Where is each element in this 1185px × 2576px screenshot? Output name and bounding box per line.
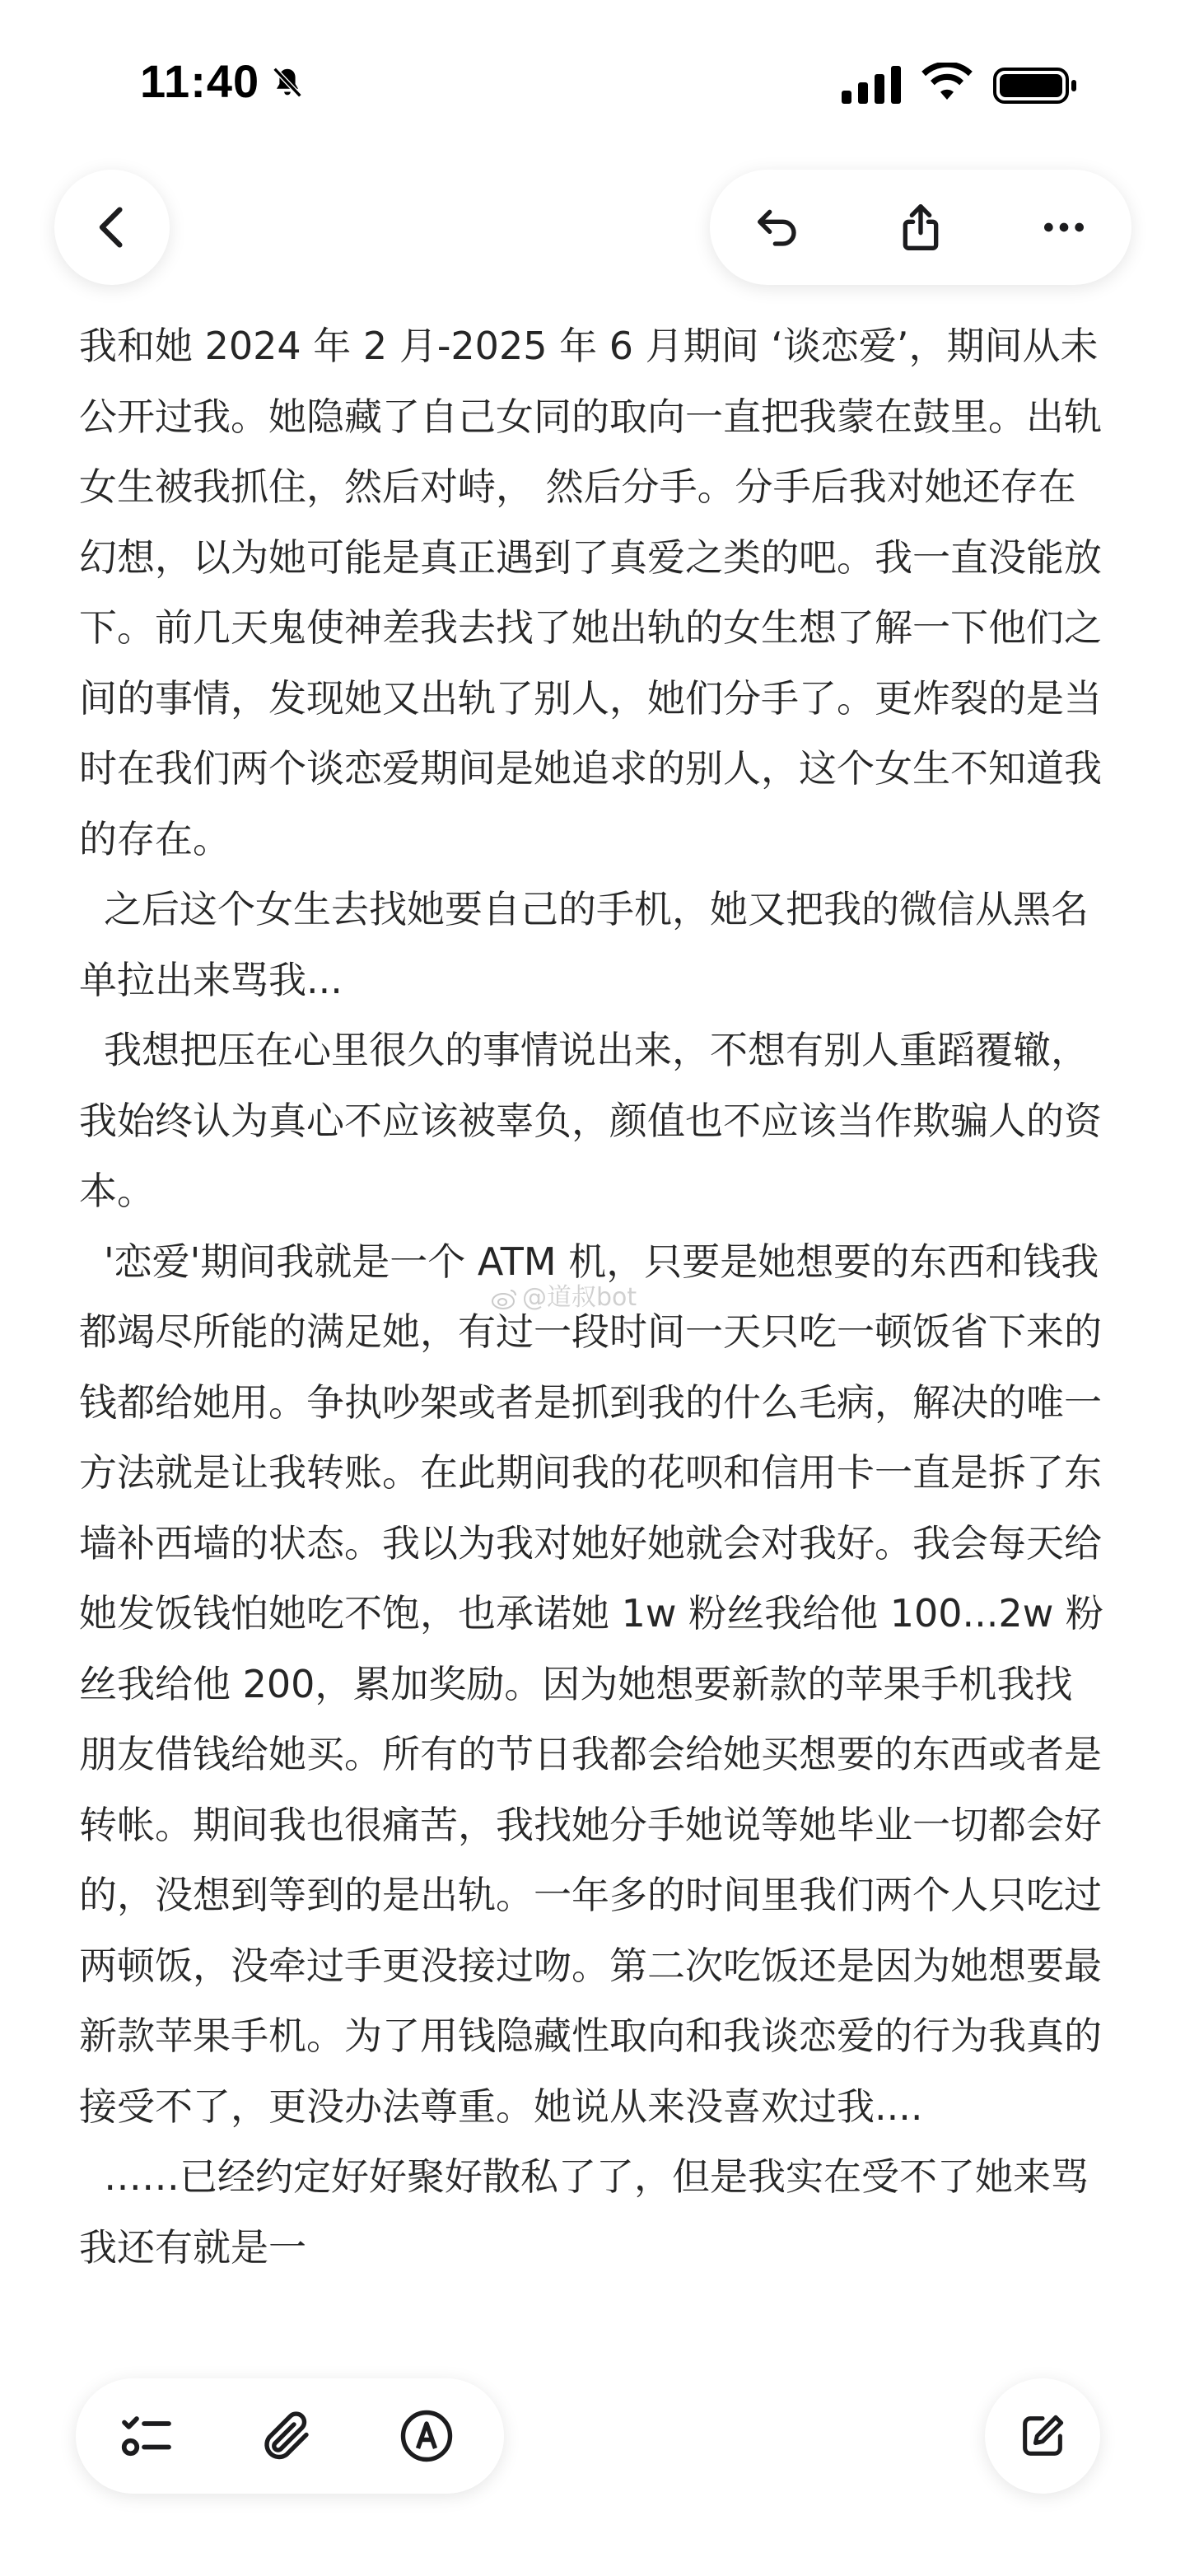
status-time: 11:40 [140,55,260,107]
compose-button[interactable] [985,2378,1100,2494]
markup-button[interactable] [369,2378,484,2494]
back-button[interactable] [54,170,170,285]
note-paragraph: 我想把压在心里很久的事情说出来，不想有别人重蹈覆辙，我始终认为真心不应该被辜负，颜值也不应该当作欺骗人的资本。 [79,1028,1102,1213]
watermark-text: @道叔bot [522,1283,637,1312]
undo-button[interactable] [720,170,835,285]
attachment-button[interactable] [229,2378,344,2494]
compose-icon [1016,2410,1069,2462]
checklist-icon [117,2406,176,2466]
more-button[interactable] [1006,170,1122,285]
paperclip-icon [257,2406,316,2466]
note-toolbar [710,170,1131,285]
chevron-left-icon [86,201,138,254]
share-icon [894,201,947,254]
note-paragraph: 之后这个女生去找她要自己的手机，她又把我的微信从黑名单拉出来骂我... [79,887,1089,1002]
markup-pen-icon [397,2406,456,2466]
share-button[interactable] [863,170,978,285]
bell-slash-icon [268,64,306,102]
undo-icon [751,201,804,254]
note-paragraph: '恋爱'期间我就是一个 ATM 机，只要是她想要的东西和钱我都竭尽所能的满足她，有过一段时间一天只吃一顿饭省下来的钱都给她用。争执吵架或者是抓到我的什么毛病，解决的唯一方法就是让我转账。在此期间我的花呗和信用卡一直是拆了东墙补西墙的状态。我以为我对她好她就会对我好。我会每天给她发饭钱怕她吃不饱，也承诺她 1w 粉丝我给他 100...2w 粉丝我给他 200，累加奖励。因为她想要新款的苹果手机我找朋友借钱给她买。所有的节日我都会给她买想要的东西或者是转帐。期间我也很痛苦，我找她分手她说等她毕业一切都会好的，没想到等到的是出轨。一年多的时间里我们两个人只吃过两顿饭，没牵过手更没接过吻。第二次吃饭还是因为她想要最新款苹果手机。为了用钱隐藏性取向和我谈恋爱的行为我真的接受不了，更没办法尊重。她说从来没喜欢过我.... [79,1239,1103,2129]
weibo-logo-icon [491,1287,519,1310]
note-paragraph: 我和她 2024 年 2 月-2025 年 6 月期间 ‘谈恋爱’，期间从未公开过我。她隐藏了自己女同的取向一直把我蒙在鼓里。出轨女生被我抓住，然后对峙， 然后分手。分手后我对她还存在幻想，以为她可能是真正遇到了真爱之类的吧。我一直没能放下。前几天鬼使神差我去找了她出轨的女生想了解一下他们之间的事情，发现她又出轨了别人，她们分手了。更炸裂的是当时在我们两个谈恋爱期间是她追求的别人，这个女生不知道我的存在。 [79,324,1102,861]
more-icon [1038,201,1090,254]
bottom-toolbar [76,2378,504,2494]
status-bar [0,0,1185,165]
note-paragraph: ……已经约定好好聚好散私了了，但是我实在受不了她来骂我还有就是一 [79,2154,1089,2270]
cellular-signal-icon [840,66,906,105]
wifi-icon [921,63,973,104]
watermark [491,1276,637,1313]
checklist-button[interactable] [89,2378,204,2494]
battery-icon [993,68,1079,104]
